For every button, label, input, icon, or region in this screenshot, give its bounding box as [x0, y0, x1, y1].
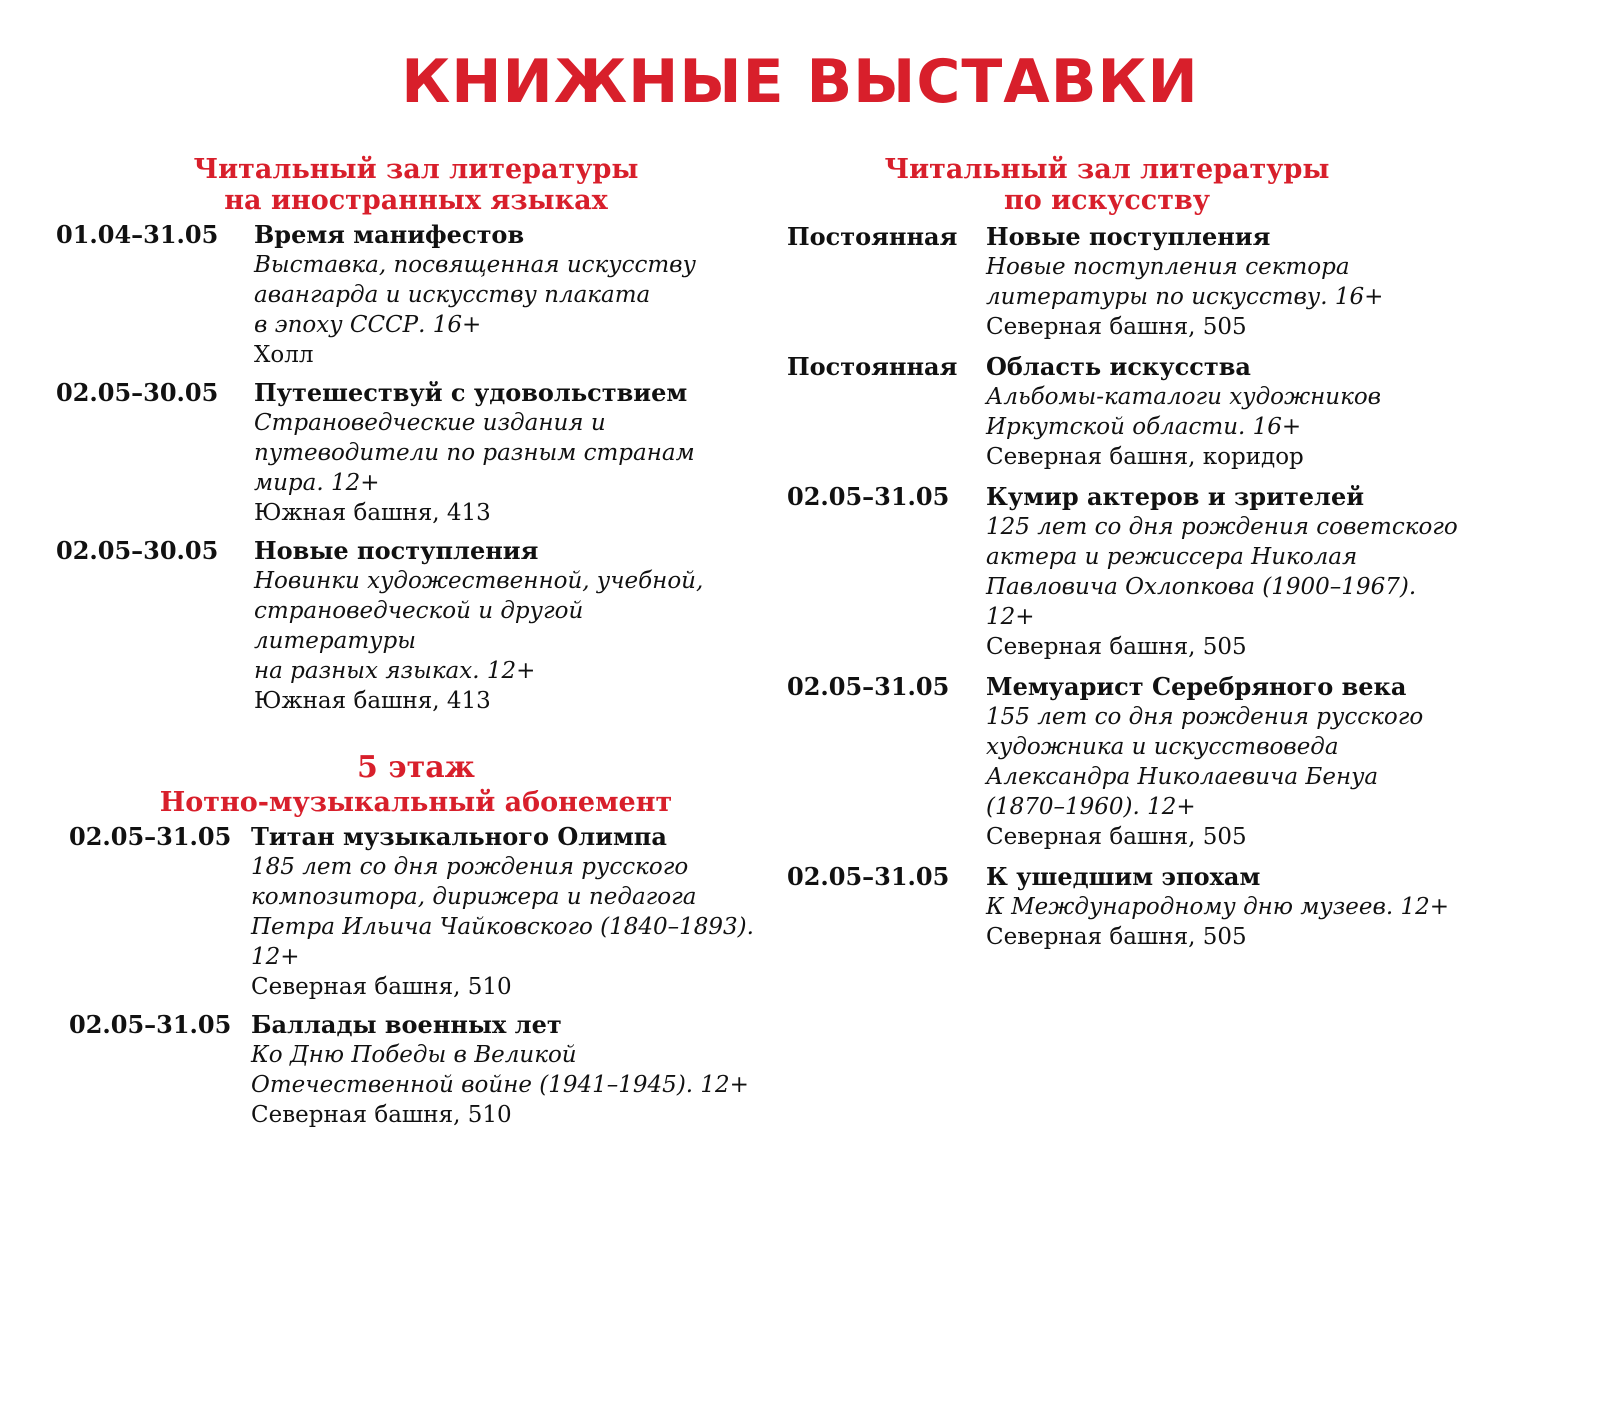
exhibition-title: Кумир актеров и зрителей [986, 482, 1365, 511]
exhibition-details [986, 862, 1487, 952]
floor-heading: 5 этаж [357, 750, 475, 785]
exhibition-description: 155 лет со дня рождения русского художника и искусствоведа Александра Николаевича Бенуа (1870–1960). 12+ [986, 704, 1424, 820]
right-exhibition-list [787, 222, 1487, 952]
exhibition-entry [787, 672, 1487, 852]
exhibition-title: Время манифестов [254, 220, 525, 249]
exhibition-description: Выставка, посвященная искусству авангарда и искусству плаката в эпоху СССР. 16+ [254, 252, 696, 338]
exhibition-title: Новые поступления [986, 222, 1271, 251]
exhibition-description: Новые поступления сектора литературы по искусству. 16+ [986, 254, 1384, 310]
left-heading-line-1: Читальный зал литературы [193, 154, 639, 185]
left-exhibition-list [56, 220, 776, 716]
exhibition-place: Северная башня, коридор [986, 444, 1304, 470]
exhibition-description: Ко Дню Победы в Великой Отечественной войне (1941–1945). 12+ [251, 1042, 749, 1098]
exhibition-entry [56, 220, 776, 370]
exhibition-title: Путешествуй с удовольствием [254, 378, 688, 407]
exhibition-date: 02.05–31.05 [787, 482, 950, 511]
left-heading-line-2: на иностранных языках [224, 185, 608, 216]
exhibition-description: К Международному дню музеев. 12+ [986, 894, 1450, 920]
exhibition-description: Новинки художественной, учебной, страноведческой и другой литературы на разных языках. 12+ [254, 568, 704, 684]
exhibition-place: Холл [254, 342, 314, 368]
exhibition-date: 02.05–31.05 [69, 1010, 232, 1039]
exhibition-title: Область искусства [986, 352, 1251, 381]
left-section-heading [56, 154, 776, 216]
exhibition-title: Баллады военных лет [251, 1010, 562, 1039]
exhibition-place: Южная башня, 413 [254, 500, 491, 526]
exhibition-entry [787, 222, 1487, 342]
exhibition-description: Альбомы-каталоги художников Иркутской области. 16+ [986, 384, 1382, 440]
exhibition-date: 02.05–30.05 [56, 378, 219, 407]
right-heading-line-1: Читальный зал литературы [884, 154, 1330, 185]
exhibition-details [254, 220, 776, 370]
exhibition-description: 185 лет со дня рождения русского композитора, дирижера и педагога Петра Ильича Чайковского (1840–1893). 12+ [251, 854, 754, 970]
exhibition-entry [69, 822, 776, 1002]
exhibition-entry [56, 536, 776, 716]
exhibition-date: 02.05–31.05 [69, 822, 232, 851]
exhibition-date: Постоянная [787, 352, 958, 381]
exhibition-place: Северная башня, 510 [251, 1102, 512, 1128]
exhibition-place: Южная башня, 413 [254, 688, 491, 714]
exhibition-entry [787, 862, 1487, 952]
exhibition-details [251, 822, 776, 1002]
exhibition-date: 02.05–30.05 [56, 536, 219, 565]
right-column [787, 154, 1487, 962]
exhibition-details [251, 1010, 776, 1130]
exhibition-title: Новые поступления [254, 536, 539, 565]
exhibition-details [254, 536, 776, 716]
exhibition-date: 01.04–31.05 [56, 220, 219, 249]
exhibition-description: Страноведческие издания и путеводители по разным странам мира. 12+ [254, 410, 695, 496]
exhibition-entry [787, 482, 1487, 662]
exhibition-entry [56, 378, 776, 528]
exhibition-place: Северная башня, 505 [986, 824, 1247, 850]
exhibition-date: 02.05–31.05 [787, 862, 950, 891]
exhibition-title: Мемуарист Серебряного века [986, 672, 1407, 701]
exhibition-details [986, 222, 1487, 342]
exhibition-details [986, 352, 1487, 472]
exhibition-place: Северная башня, 505 [986, 314, 1247, 340]
exhibition-title: Титан музыкального Олимпа [251, 822, 667, 851]
music-exhibition-list [69, 822, 776, 1130]
exhibition-place: Северная башня, 505 [986, 634, 1247, 660]
right-heading-line-2: по искусству [1003, 185, 1211, 216]
exhibition-place: Северная башня, 505 [986, 924, 1247, 950]
exhibition-date: 02.05–31.05 [787, 672, 950, 701]
exhibition-title: К ушедшим эпохам [986, 862, 1261, 891]
exhibition-details [254, 378, 776, 528]
right-section-heading [757, 154, 1457, 216]
exhibition-description: 125 лет со дня рождения советского актера и режиссера Николая Павловича Охлопкова (1900–1967). 12+ [986, 514, 1458, 630]
exhibition-details [986, 482, 1487, 662]
exhibition-entry [69, 1010, 776, 1130]
page-title: КНИЖНЫЕ ВЫСТАВКИ [401, 47, 1199, 117]
exhibition-date: Постоянная [787, 222, 958, 251]
music-section-heading: Нотно-музыкальный абонемент [159, 787, 673, 818]
exhibition-details [986, 672, 1487, 852]
exhibition-place: Северная башня, 510 [251, 974, 512, 1000]
left-column [56, 154, 776, 1138]
exhibition-entry [787, 352, 1487, 472]
